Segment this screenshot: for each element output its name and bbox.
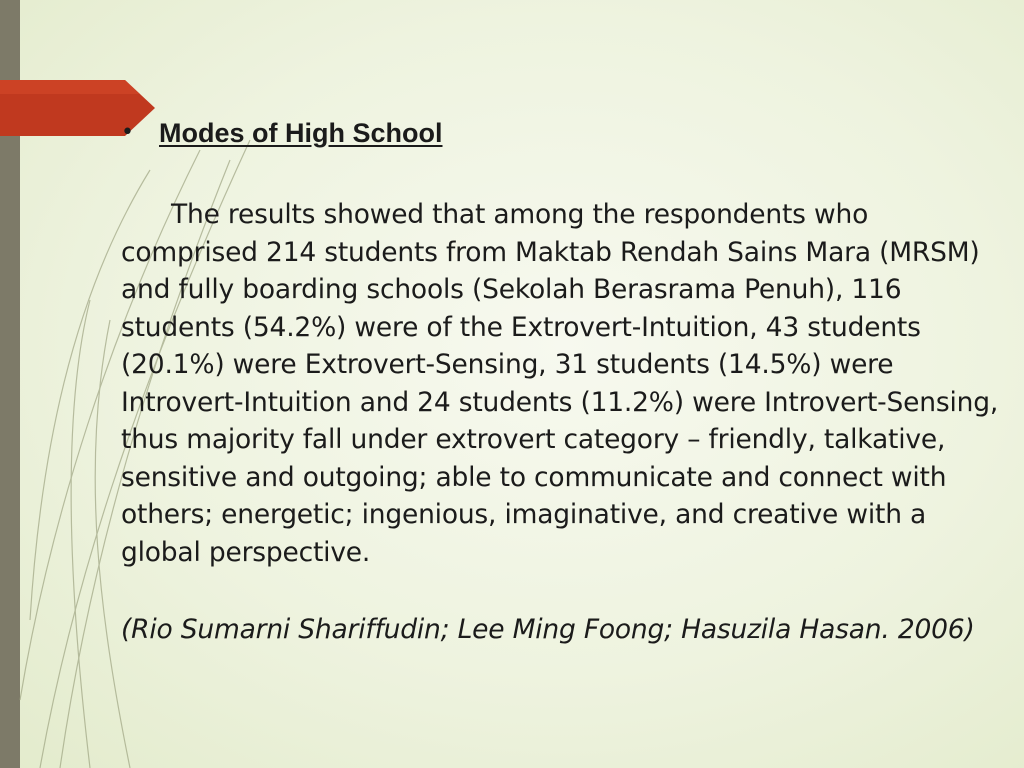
heading-row — [121, 112, 1001, 154]
slide-content — [121, 112, 1001, 649]
slide-body-paragraph: The results showed that among the respondents who comprised 214 students from Maktab Rendah Sains Mara (MRSM) and fully boarding schools (Sekolah Berasrama Penuh), 116 students (54.2%) were of the Extrovert-Intuition, 43 students (20.1%) were Extrovert-Sensing, 31 students (14.5%) were Introvert-Intuition and 24 students (11.2%) were Introvert-Sensing, thus majority fall under extrovert category – friendly, talkative, sensitive and outgoing; able to communicate and connect with others; energetic; ingenious, imaginative, and creative with a global perspective. — [121, 199, 999, 568]
bullet-icon: • — [121, 120, 134, 145]
citation: (Rio Sumarni Shariffudin; Lee Ming Foong; Hasuzila Hasan. 2006) — [121, 614, 975, 645]
slide-heading: Modes of High School — [159, 117, 443, 148]
